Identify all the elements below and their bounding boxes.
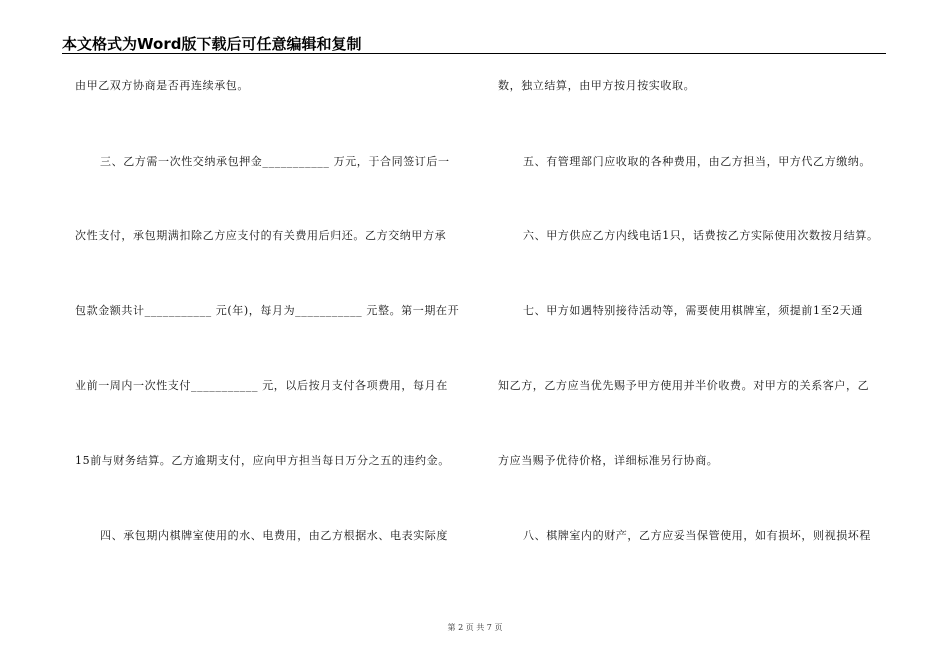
text-line: 八、棋牌室内的财产，乙方应妥当保管使用，如有损坏，则视损坏程 <box>523 529 871 542</box>
text-line: 15前与财务结算。乙方逾期支付，应向甲方担当每日万分之五的违约金。 <box>75 454 450 467</box>
text-line: 业前一周内一次性支付___________ 元，以后按月支付各项费用，每月在 <box>75 379 448 392</box>
text-line: 五、有管理部门应收取的各种费用，由乙方担当，甲方代乙方缴纳。 <box>523 155 871 168</box>
text-line: 七、甲方如遇特别接待活动等，需要使用棋牌室，须提前1至2天通 <box>523 304 863 317</box>
text-line: 六、甲方供应乙方内线电话1只，话费按乙方实际使用次数按月结算。 <box>523 229 879 242</box>
text-line: 四、承包期内棋牌室使用的水、电费用，由乙方根据水、电表实际度 <box>100 529 448 542</box>
text-line: 数，独立结算，由甲方按月按实收取。 <box>498 79 696 92</box>
text-line: 知乙方，乙方应当优先赐予甲方使用并半价收费。对甲方的关系客户，乙 <box>498 379 870 392</box>
header-divider <box>62 53 886 54</box>
text-line: 方应当赐予优待价格，详细标准另行协商。 <box>498 454 719 467</box>
text-line: 次性支付，承包期满扣除乙方应支付的有关费用后归还。乙方交纳甲方承 <box>75 229 447 242</box>
page-number: 第 2 页 共 7 页 <box>447 623 503 632</box>
text-line: 三、乙方需一次性交纳承包押金___________ 万元，于合同签订后一 <box>100 155 450 168</box>
text-line: 由甲乙双方协商是否再连续承包。 <box>75 79 249 92</box>
document-header-title: 本文格式为Word版下载后可任意编辑和复制 <box>62 35 362 53</box>
text-line: 包款金额共计___________ 元(年)，每月为___________ 元整。第一期在开 <box>75 304 460 317</box>
